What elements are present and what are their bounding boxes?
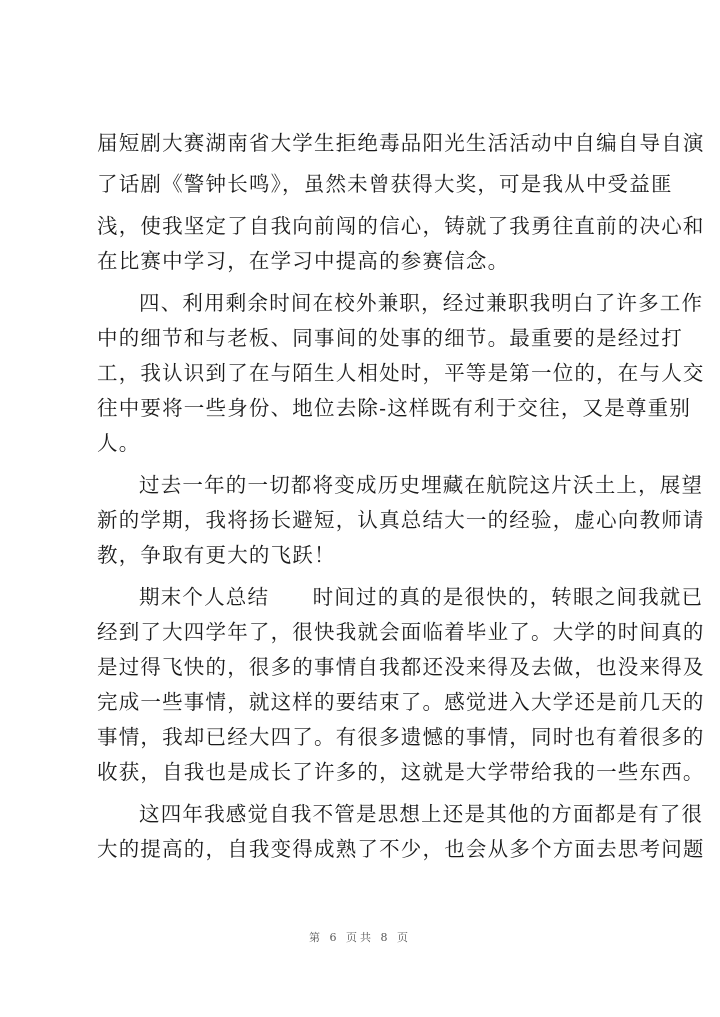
text-line-6: 中的细节和与老板、同事间的处事的细节。最重要的是经过打 <box>97 326 683 350</box>
text-line-9: 人。 <box>97 431 141 455</box>
text-line-7: 工，我认识到了在与陌生人相处时，平等是第一位的，在与人交 <box>97 361 705 385</box>
text-line-19: 这四年我感觉自我不管是思想上还是其他的方面都是有了很 <box>139 802 704 826</box>
text-line-20: 大的提高的，自我变得成熟了不少，也会从多个方面去思考问题 <box>97 837 705 861</box>
text-line-3: 浅，使我坚定了自我向前闯的信心，铸就了我勇往直前的决心和 <box>97 214 705 238</box>
text-line-8: 往中要将一些身份、地位去除-这样既有利于交往，又是尊重别 <box>97 396 692 420</box>
text-line-5: 四、利用剩余时间在校外兼职，经过兼职我明白了许多工作 <box>139 291 704 315</box>
text-line-17: 事情，我却已经大四了。有很多遗憾的事情，同时也有着很多的 <box>97 725 705 749</box>
text-line-1: 届短剧大赛湖南省大学生拒绝毒品阳光生活活动中自编自导自演 <box>97 131 705 155</box>
page-number-footer: 第 6 页共 8 页 <box>309 931 411 944</box>
text-line-10: 过去一年的一切都将变成历史埋藏在航院这片沃土上，展望 <box>139 473 704 497</box>
text-line-15: 是过得飞快的，很多的事情自我都还没来得及去做，也没来得及 <box>97 655 705 679</box>
text-line-2: 了话剧《警钟长鸣》，虽然未曾获得大奖，可是我从中受益匪 <box>97 172 673 196</box>
text-line-4: 在比赛中学习，在学习中提高的参赛信念。 <box>97 249 510 273</box>
text-line-14: 经到了大四学年了，很快我就会面临着毕业了。大学的时间真的 <box>97 620 705 644</box>
text-line-13: 期末个人总结 时间过的真的是很快的，转眼之间我就已 <box>139 585 704 609</box>
text-line-12: 教，争取有更大的飞跃！ <box>97 543 336 567</box>
text-line-18: 收获，自我也是成长了许多的，这就是大学带给我的一些东西。 <box>97 760 705 784</box>
text-line-11: 新的学期，我将扬长避短，认真总结大一的经验，虚心向教师请 <box>97 508 705 532</box>
text-line-16: 完成一些事情，就这样的要结束了。感觉进入大学还是前几天的 <box>97 690 705 714</box>
